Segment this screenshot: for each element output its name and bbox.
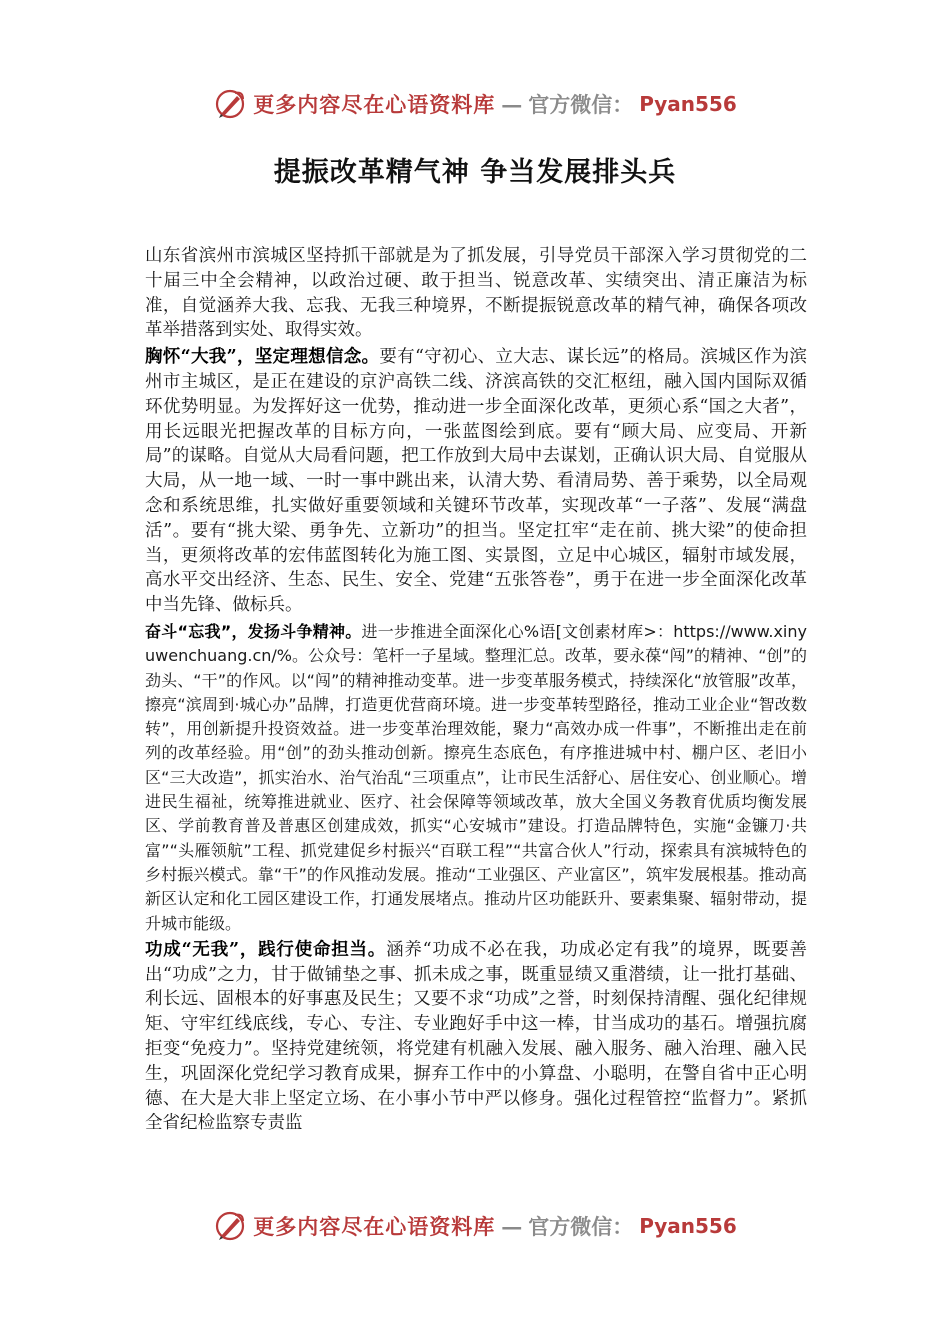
footer-banner xyxy=(0,1206,950,1246)
page-title: 提振改革精气神 争当发展排头兵 xyxy=(273,157,677,188)
section-paragraph-2 xyxy=(145,620,807,936)
section-heading-1: 胸怀“大我”，坚定理想信念。 xyxy=(145,347,380,368)
section-body-1: 要有“守初心、立大志、谋长远”的格局。滨城区作为滨州市主城区，是正在建设的京沪高铁二线、济滨高铁的交汇枢纽，融入国内国际双循环优势明显。为发挥好这一优势，推动进一步全面深化改革，更须心系“国之大者”，用长远眼光把握改革的目标方向，一张蓝图绘到底。要有“顾大局、应变局、开新局”的谋略。自觉从大局看问题，把工作放到大局中去谋划，正确认识大局、自觉服从大局，从一地一域、一时一事中跳出来，认清大势、看清局势、善于乘势，以全局观念和系统思维，扎实做好重要领域和关键环节改革，实现改革“一子落”、发展“满盘活”。要有“挑大梁、勇争先、立新功”的担当。坚定扛牢“走在前、挑大梁”的使命担当，更须将改革的宏伟蓝图转化为施工图、实景图，立足中心城区，辐射市域发展，高水平交出经济、生态、民生、安全、党建“五张答卷”，勇于在进一步全面深化改革中当先锋、做标兵。 xyxy=(145,347,807,616)
pen-logo-icon xyxy=(213,1209,247,1243)
banner-text: 更多内容尽在心语资料库 xyxy=(253,1214,496,1239)
section-paragraph-1 xyxy=(145,345,807,618)
intro-paragraph: 山东省滨州市滨城区坚持抓干部就是为了抓发展，引导党员干部深入学习贯彻党的二十届三中全会精神，以政治过硬、敢于担当、锐意改革、实绩突出、清正廉洁为标准，自觉涵养大我、忘我、无我三种境界，不断提振锐意改革的精气神，确保各项改革举措落到实处、取得实效。 xyxy=(145,246,807,341)
banner-wechat-label: 官方微信： xyxy=(528,1214,634,1239)
banner-separator: — xyxy=(501,91,523,117)
banner-wechat-label: 官方微信： xyxy=(528,92,634,117)
banner-text: 更多内容尽在心语资料库 xyxy=(253,92,496,117)
banner-wechat-id: Pyan556 xyxy=(639,92,737,116)
section-heading-2: 奋斗“忘我”，发扬斗争精神。 xyxy=(145,621,362,641)
header-banner xyxy=(0,84,950,124)
section-body-3: 涵养“功成不必在我，功成必定有我”的境界，既要善出“功成”之力，甘于做铺垫之事、抓未成之事，既重显绩又重潜绩，让一批打基础、利长远、固根本的好事惠及民生；又要不求“功成”之誉，时刻保持清醒、强化纪律规矩、守牢红线底线，专心、专注、专业跑好手中这一棒，甘当成功的基石。增强抗腐拒变“免疫力”。坚持党建统领，将党建有机融入发展、融入服务、融入治理、融入民生，巩固深化党纪学习教育成果，摒弃工作中的小算盘、小聪明，在警自省中正心明德、在大是大非上坚定立场、在小事小节中严以修身。强化过程管控“监督力”。紧抓全省纪检监察专责监 xyxy=(145,939,807,1134)
pen-logo-icon xyxy=(213,87,247,121)
banner-separator: — xyxy=(501,1213,523,1239)
article-body xyxy=(145,244,807,1138)
section-heading-3: 功成“无我”，践行使命担当。 xyxy=(145,939,387,960)
banner-wechat-id: Pyan556 xyxy=(639,1214,737,1238)
section-body-2: 进一步推进全面深化心%语[文创素材库>：https://www.xinyuwenchuang.cn/%。公众号：笔杆一子星域。整理汇总。改革，要永葆“闯”的精神、“创”的劲头、“干”的作风。以“闯”的精神推动变革。进一步变革服务模式，持续深化“放管服”改革，擦亮“滨周到·城心办”品牌，打造更优营商环境。进一步变革转型路径，推动工业企业“智改数转”，用创新提升投资效益。进一步变革治理效能，聚力“高效办成一件事”，不断推出走在前列的改革经验。用“创”的劲头推动创新。擦亮生态底色，有序推进城中村、棚户区、老旧小区“三大改造”，抓实治水、治气治乱“三项重点”，让市民生活舒心、居住安心、创业顺心。增进民生福祉，统筹推进就业、医疗、社会保障等领域改革，放大全国义务教育优质均衡发展区、学前教育普及普惠区创建成效，抓实“心安城市”建设。打造品牌特色，实施“金镰刀·共富”“头雁领航”工程、抓党建促乡村振兴“百联工程”“共富合伙人”行动，探索具有滨城特色的乡村振兴模式。靠“干”的作风推动发展。推动“工业强区、产业富区”，筑牢发展根基。推动高新区认定和化工园区建设工作，打通发展堵点。推动片区功能跃升、要素集聚、辐射带动，提升城市能级。 xyxy=(145,621,807,933)
section-paragraph-3 xyxy=(145,938,807,1136)
